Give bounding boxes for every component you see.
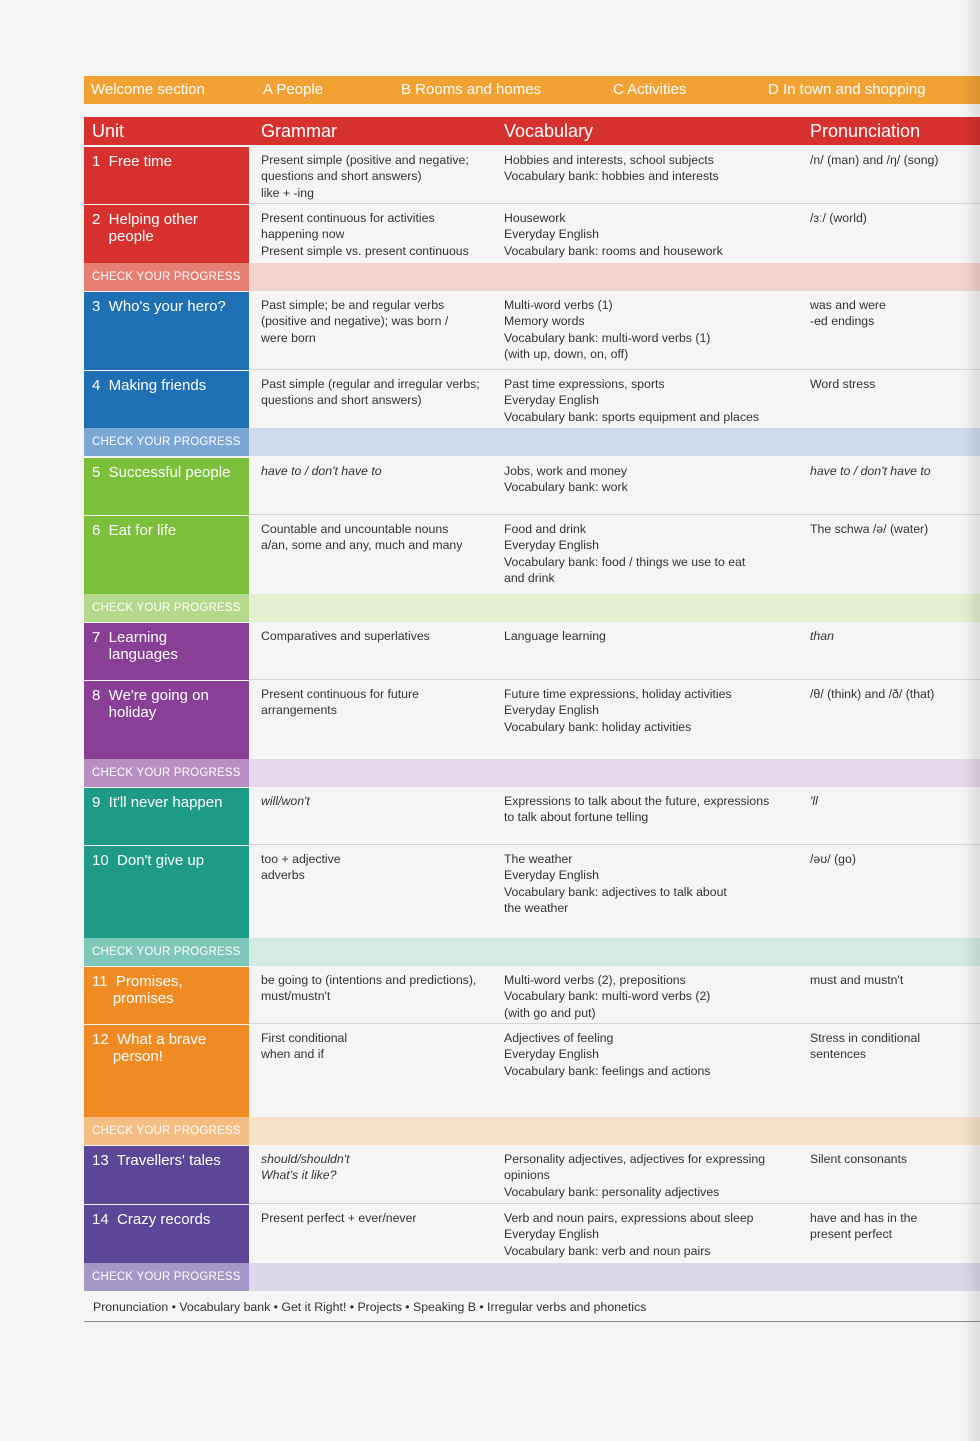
check-your-progress-label: CHECK YOUR PROGRESS — [84, 428, 249, 456]
unit-title: 5 Successful people — [92, 464, 231, 481]
unit-title-cell — [84, 147, 249, 204]
vocabulary-cell: Housework Everyday English Vocabulary bank: rooms and housework — [504, 211, 723, 258]
unit-row — [84, 371, 980, 428]
row-divider — [249, 514, 980, 515]
row-divider — [249, 203, 980, 204]
welcome-item: C Activities — [613, 81, 687, 98]
check-your-progress-label: CHECK YOUR PROGRESS — [84, 594, 249, 622]
unit-title-cell — [84, 458, 249, 515]
unit-title: 12 What a brave person! — [92, 1031, 207, 1065]
unit-row — [84, 205, 980, 263]
progress-band — [249, 428, 980, 456]
header-vocabulary: Vocabulary — [504, 121, 594, 141]
vocabulary-cell: Verb and noun pairs, expressions about sleep Everyday English Vocabulary bank: verb and noun pairs — [504, 1211, 754, 1258]
check-your-progress-label: CHECK YOUR PROGRESS — [84, 1117, 249, 1145]
vocabulary-cell: Food and drink Everyday English Vocabulary bank: food / things we use to eat and drink — [504, 522, 746, 585]
unit-title-cell — [84, 1025, 249, 1117]
unit-title-cell — [84, 292, 249, 370]
vocabulary-cell: Multi-word verbs (1) Memory words Vocabulary bank: multi-word verbs (1) (with up, down, on, off) — [504, 298, 711, 361]
pronunciation-cell: must and mustn't — [810, 973, 904, 987]
welcome-item: B Rooms and homes — [401, 81, 542, 98]
grammar-cell: Present perfect + ever/never — [261, 1211, 417, 1225]
pronunciation-cell: /n/ (man) and /ŋ/ (song) — [810, 153, 939, 167]
grammar-cell: Present continuous for future arrangements — [261, 687, 419, 718]
progress-band — [249, 1263, 980, 1291]
unit-title: 9 It'll never happen — [92, 794, 223, 811]
check-your-progress-bar — [84, 594, 980, 622]
check-your-progress-label: CHECK YOUR PROGRESS — [84, 263, 249, 291]
vocabulary-cell: Language learning — [504, 629, 606, 643]
check-your-progress-label: CHECK YOUR PROGRESS — [84, 1263, 249, 1291]
unit-row — [84, 967, 980, 1024]
pronunciation-cell: Word stress — [810, 377, 876, 391]
check-your-progress-bar — [84, 428, 980, 456]
row-divider — [249, 844, 980, 845]
progress-band — [249, 1117, 980, 1145]
row-divider — [249, 679, 980, 680]
appendix-list: Pronunciation • Vocabulary bank • Get it Right! • Projects • Speaking B • Irregular verbs and phonetics — [93, 1300, 647, 1314]
progress-band — [249, 263, 980, 291]
pronunciation-cell: Stress in conditional sentences — [810, 1031, 921, 1062]
grammar-cell: Past simple; be and regular verbs (positive and negative); was born / were born — [261, 298, 449, 345]
vocabulary-cell: Personality adjectives, adjectives for expressing opinions Vocabulary bank: personality adjectives — [504, 1152, 766, 1199]
unit-row — [84, 1205, 980, 1263]
unit-row — [84, 788, 980, 845]
unit-title: 4 Making friends — [92, 377, 207, 394]
progress-band — [249, 938, 980, 966]
header-grammar: Grammar — [261, 121, 337, 141]
unit-title-cell — [84, 205, 249, 263]
unit-title-cell — [84, 681, 249, 759]
unit-title-cell — [84, 788, 249, 845]
pronunciation-cell: The schwa /ə/ (water) — [810, 522, 929, 536]
unit-title-cell — [84, 623, 249, 680]
unit-row — [84, 623, 980, 680]
grammar-cell: be going to (intentions and predictions), must/mustn't — [261, 973, 477, 1004]
grammar-cell: Present simple (positive and negative; questions and short answers) like + -ing — [261, 153, 469, 200]
check-your-progress-label: CHECK YOUR PROGRESS — [84, 759, 249, 787]
unit-title-cell — [84, 967, 249, 1024]
unit-title: 2 Helping other people — [92, 211, 198, 245]
check-your-progress-bar — [84, 759, 980, 787]
unit-title-cell — [84, 1146, 249, 1204]
pronunciation-cell: have to / don't have to — [810, 464, 931, 478]
header-unit: Unit — [92, 121, 125, 141]
grammar-cell: First conditional when and if — [261, 1031, 348, 1062]
vocabulary-cell: Multi-word verbs (2), prepositions Vocabulary bank: multi-word verbs (2) (with go and put) — [504, 973, 711, 1020]
unit-title: 11 Promises, promises — [92, 973, 183, 1007]
pronunciation-cell: /əʊ/ (go) — [810, 852, 856, 866]
unit-row — [84, 458, 980, 515]
welcome-item: Welcome section — [91, 81, 205, 98]
grammar-cell: Countable and uncountable nouns a/an, some and any, much and many — [261, 522, 463, 553]
unit-title: 6 Eat for life — [92, 522, 177, 539]
pronunciation-cell: /ɜː/ (world) — [810, 211, 867, 225]
progress-band — [249, 594, 980, 622]
grammar-cell: have to / don't have to — [261, 464, 382, 478]
unit-title: 10 Don't give up — [92, 852, 205, 869]
unit-title: 13 Travellers' tales — [92, 1152, 221, 1169]
vocabulary-cell: Hobbies and interests, school subjects Vocabulary bank: hobbies and interests — [504, 153, 719, 184]
unit-title: 1 Free time — [92, 153, 173, 170]
pronunciation-cell: was and were -ed endings — [810, 298, 886, 329]
pronunciation-cell: have and has in the present perfect — [810, 1211, 918, 1242]
grammar-cell: should/shouldn't What's it like? — [261, 1152, 350, 1183]
pronunciation-cell: Silent consonants — [810, 1152, 908, 1166]
pronunciation-cell: /θ/ (think) and /ð/ (that) — [810, 687, 935, 701]
grammar-cell: Past simple (regular and irregular verbs; questions and short answers) — [261, 377, 480, 408]
progress-band — [249, 759, 980, 787]
welcome-item: D In town and shopping — [768, 81, 926, 98]
unit-row — [84, 516, 980, 594]
unit-row — [84, 681, 980, 759]
grammar-cell: Present continuous for activities happening now Present simple vs. present continuous — [261, 211, 469, 258]
unit-row — [84, 147, 980, 204]
unit-title: 14 Crazy records — [92, 1211, 211, 1228]
grammar-cell: Comparatives and superlatives — [261, 629, 430, 643]
grammar-cell: will/won't — [261, 794, 310, 808]
check-your-progress-label: CHECK YOUR PROGRESS — [84, 938, 249, 966]
check-your-progress-bar — [84, 1117, 980, 1145]
row-divider — [249, 369, 980, 370]
vocabulary-cell: Future time expressions, holiday activities Everyday English Vocabulary bank: holiday activities — [504, 687, 732, 734]
vocabulary-cell: Adjectives of feeling Everyday English Vocabulary bank: feelings and actions — [504, 1031, 711, 1078]
unit-title-cell — [84, 371, 249, 428]
unit-row — [84, 846, 980, 938]
check-your-progress-bar — [84, 263, 980, 291]
unit-row — [84, 292, 980, 370]
unit-row — [84, 1025, 980, 1117]
unit-row — [84, 1146, 980, 1204]
row-divider — [249, 1023, 980, 1024]
welcome-item: A People — [263, 81, 324, 98]
pronunciation-cell: than — [810, 629, 834, 643]
unit-title: 3 Who's your hero? — [92, 298, 226, 315]
welcome-section-bar — [84, 76, 980, 104]
row-divider — [249, 1203, 980, 1204]
unit-title-cell — [84, 846, 249, 938]
unit-title-cell — [84, 516, 249, 594]
check-your-progress-bar — [84, 1263, 980, 1291]
bottom-rule — [84, 1321, 980, 1322]
pronunciation-cell: 'll — [810, 794, 818, 808]
vocabulary-cell: Expressions to talk about the future, expressions to talk about fortune telling — [504, 794, 770, 825]
unit-title: 7 Learning languages — [92, 629, 178, 663]
header-pronunciation: Pronunciation — [810, 121, 921, 141]
unit-title: 8 We're going on holiday — [92, 687, 209, 721]
check-your-progress-bar — [84, 938, 980, 966]
grammar-cell: too + adjective adverbs — [261, 852, 341, 883]
vocabulary-cell: Jobs, work and money Vocabulary bank: work — [504, 464, 628, 495]
page-spine-shadow — [962, 0, 980, 1441]
unit-title-cell — [84, 1205, 249, 1263]
table-header — [84, 117, 980, 145]
vocabulary-cell: The weather Everyday English Vocabulary bank: adjectives to talk about the weather — [504, 852, 727, 915]
vocabulary-cell: Past time expressions, sports Everyday English Vocabulary bank: sports equipment and places — [504, 377, 759, 424]
